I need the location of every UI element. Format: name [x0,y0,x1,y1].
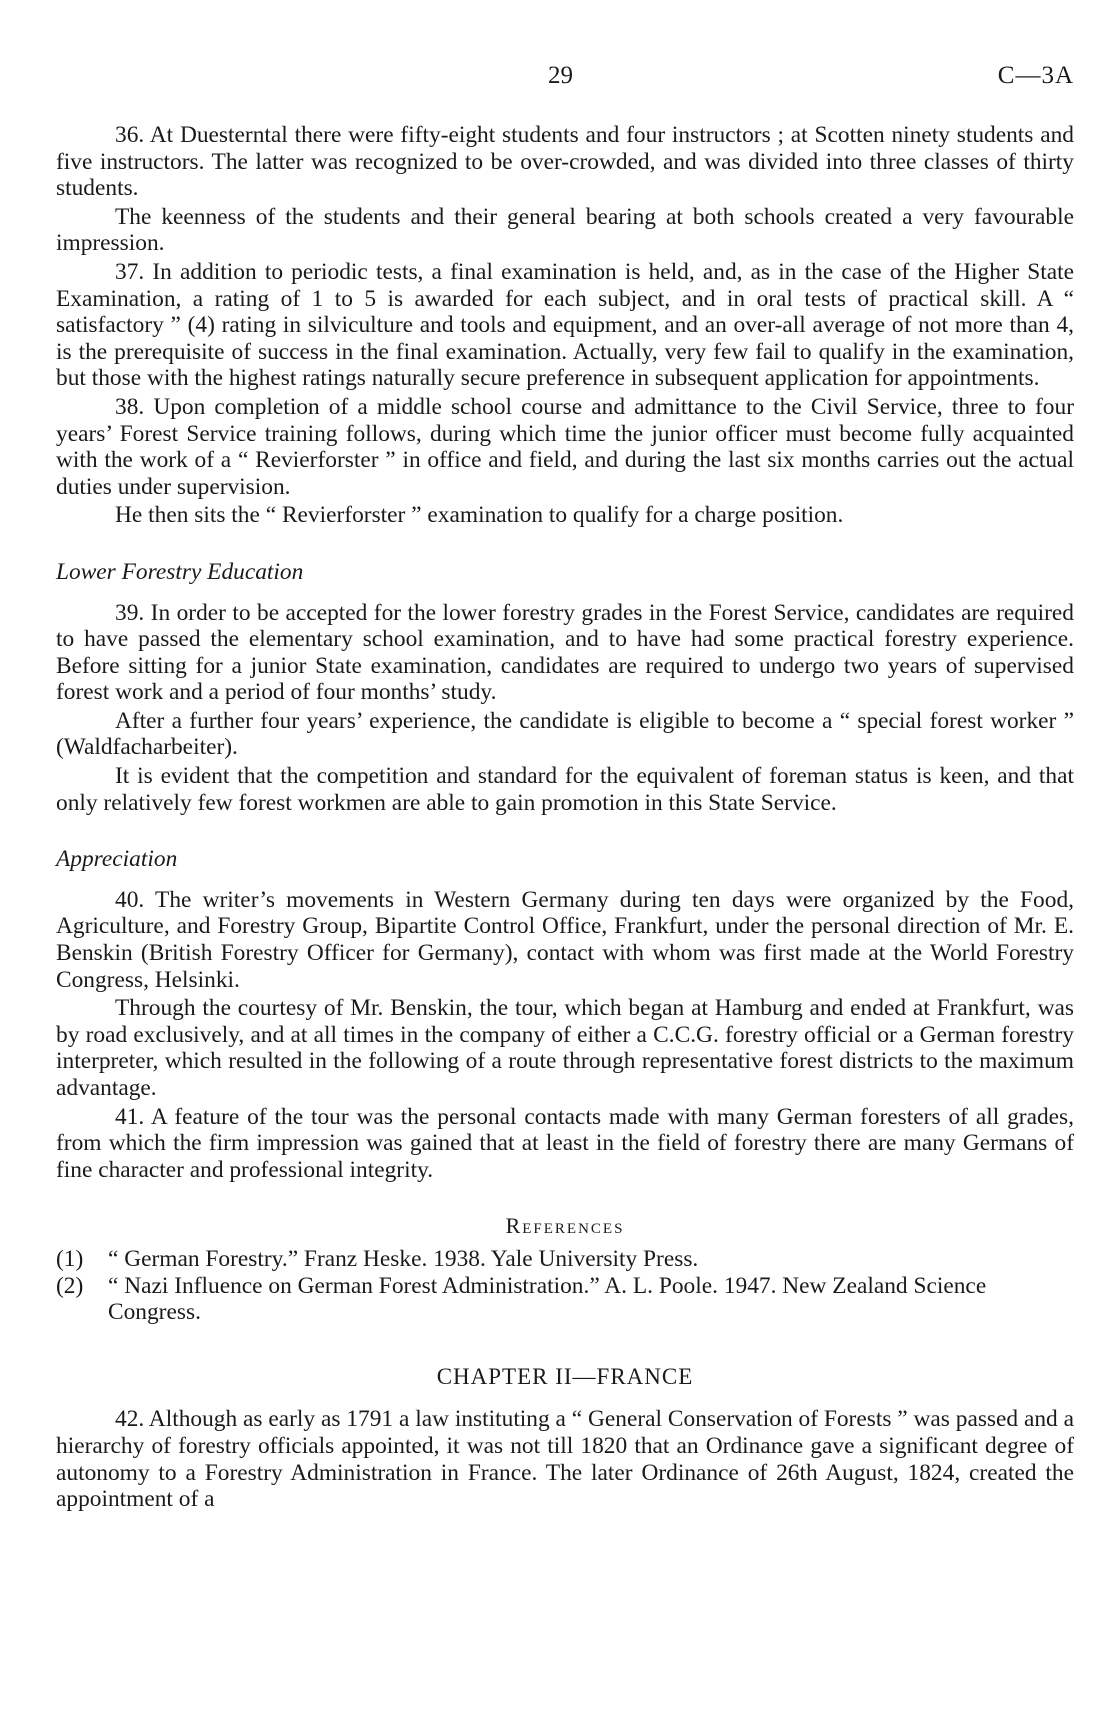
document-reference: C—3A [997,62,1074,89]
paragraph-36: 36. At Duesterntal there were fifty-eight students and four instructors ; at Scotten ninety students and five instructors. The latter was recognized to be over-crowded, and was divided into three classes of thirty students. [56,122,1074,202]
page-header [0,62,1114,92]
paragraph-40-continued: Through the courtesy of Mr. Benskin, the tour, which began at Hamburg and ended at Frankfurt, was by road exclusively, and at all times in the company of either a C.C.G. forestry official or a German forestry interpreter, which resulted in the following of a route through representative forest districts to the maximum advantage. [56,995,1074,1101]
reference-number: (2) [56,1272,84,1299]
reference-text: “ Nazi Influence on German Forest Administration.” A. L. Poole. 1947. New Zealand Science Congress. [108,1272,987,1326]
paragraph-38-continued: He then sits the “ Revierforster ” examination to qualify for a charge position. [115,502,844,529]
section-heading-appreciation: Appreciation [56,846,178,873]
references-heading: References [505,1213,625,1239]
references-list [56,1246,1074,1326]
page-number: 29 [548,62,573,89]
reference-number: (1) [56,1245,84,1272]
reference-item [56,1246,1074,1273]
paragraph-41: 41. A feature of the tour was the personal contacts made with many German foresters of all grades, from which the firm impression was gained that at least in the field of forestry there are many Germans of fine character and professional integrity. [56,1103,1074,1183]
paragraph-37: 37. In addition to periodic tests, a final examination is held, and, as in the case of the Higher State Examination, a rating of 1 to 5 is awarded for each subject, and in oral tests of practical skill. A “ satisfactory ” (4) rating in silviculture and tools and equipment, and an over-all average of not more than 4, is the prerequisite of success in the final examination. Actually, very few fail to qualify in the examination, but those with the highest ratings naturally secure preference in subsequent application for appointments. [56,258,1074,392]
paragraph-39-continued-1: After a further four years’ experience, the candidate is eligible to become a “ special forest worker ” (Waldfacharbeiter). [56,707,1074,761]
section-heading-lower-forestry-education: Lower Forestry Education [56,558,304,585]
chapter-heading: CHAPTER II—FRANCE [436,1363,694,1389]
paragraph-39: 39. In order to be accepted for the lower forestry grades in the Forest Service, candidates are required to have passed the elementary school examination, and to have had some practical forestry experience. Before sitting for a junior State examination, candidates are required to undergo two years of supervised forest work and a period of four months’ study. [56,599,1074,706]
paragraph-38: 38. Upon completion of a middle school course and admittance to the Civil Service, three to four years’ Forest Service training follows, during which time the junior officer must become fully acquainted with the work of a “ Revierforster ” in office and field, and during the last six months carries out the actual duties under supervision. [56,393,1074,500]
reference-text: “ German Forestry.” Franz Heske. 1938. Yale University Press. [108,1245,699,1272]
paragraph-40: 40. The writer’s movements in Western Germany during ten days were organized by the Food, Agriculture, and Forestry Group, Bipartite Control Office, Frankfurt, under the personal direction of Mr. E. Benskin (British Forestry Officer for Germany), contact with whom was first made at the World Forestry Congress, Helsinki. [56,886,1074,993]
page-body [56,122,1074,1513]
paragraph-36-continued: The keenness of the students and their general bearing at both schools created a very favourable impression. [56,203,1074,257]
paragraph-42: 42. Although as early as 1791 a law instituting a “ General Conservation of Forests ” was passed and a hierarchy of forestry officials appointed, it was not till 1820 that an Ordinance gave a significant degree of autonomy to a Forestry Administration in France. The later Ordinance of 26th August, 1824, created the appointment of a [56,1406,1074,1513]
paragraph-39-continued-2: It is evident that the competition and standard for the equivalent of foreman status is keen, and that only relatively few forest workmen are able to gain promotion in this State Service. [56,763,1074,816]
reference-item [56,1273,1074,1326]
